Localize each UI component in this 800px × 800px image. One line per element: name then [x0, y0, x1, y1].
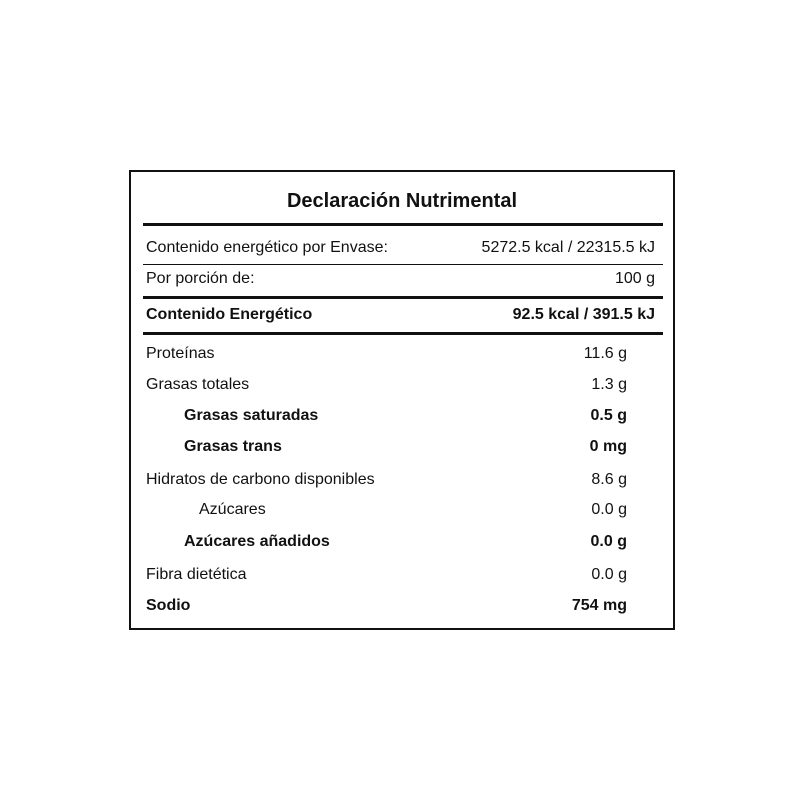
nutrient-row-added-sugars: [131, 531, 673, 553]
row-value: 0.0 g: [591, 566, 627, 583]
row-label: Grasas saturadas: [184, 407, 319, 424]
row-value: 8.6 g: [591, 471, 627, 488]
row-label: Azúcares: [199, 501, 266, 518]
row-label: Sodio: [146, 597, 191, 614]
row-label: Grasas trans: [184, 438, 282, 455]
nutrient-row-total-fat: [131, 374, 673, 396]
section-divider: [143, 332, 663, 335]
row-divider: [143, 264, 663, 265]
row-value: 0 mg: [589, 438, 627, 455]
nutrient-row-carbohydrates: [131, 469, 673, 491]
row-label: Hidratos de carbono disponibles: [146, 471, 375, 488]
row-value: 11.6 g: [583, 345, 627, 362]
row-value: 0.0 g: [590, 533, 627, 550]
row-value: 0.0 g: [591, 501, 627, 518]
row-label: Contenido energético por Envase:: [146, 239, 388, 256]
row-value: 754 mg: [571, 597, 627, 614]
row-value: 1.3 g: [591, 376, 627, 393]
nutrient-row-fiber: [131, 564, 673, 586]
row-label: Grasas totales: [146, 376, 250, 393]
section-divider: [143, 296, 663, 299]
row-label: Azúcares añadidos: [184, 533, 330, 550]
row-value: 0.5 g: [590, 407, 627, 424]
panel-title: Declaración Nutrimental: [286, 190, 518, 212]
energy-content-row: [131, 304, 673, 326]
nutrient-row-saturated-fat: [131, 405, 673, 427]
row-label: Proteínas: [146, 345, 215, 362]
nutrition-facts-panel: [129, 170, 675, 630]
row-value: 100 g: [614, 270, 655, 287]
energy-per-package-row: [131, 237, 673, 259]
nutrient-row-sugars: [131, 499, 673, 521]
row-label: Fibra dietética: [146, 566, 247, 583]
row-value: 5272.5 kcal / 22315.5 kJ: [481, 239, 655, 256]
row-value: 92.5 kcal / 391.5 kJ: [512, 306, 655, 323]
serving-size-row: [131, 268, 673, 290]
nutrient-row-trans-fat: [131, 436, 673, 458]
nutrient-row-proteins: [131, 343, 673, 365]
row-label: Por porción de:: [146, 270, 255, 287]
title-divider: [143, 223, 663, 226]
row-label: Contenido Energético: [146, 306, 313, 323]
nutrient-row-sodium: [131, 595, 673, 617]
